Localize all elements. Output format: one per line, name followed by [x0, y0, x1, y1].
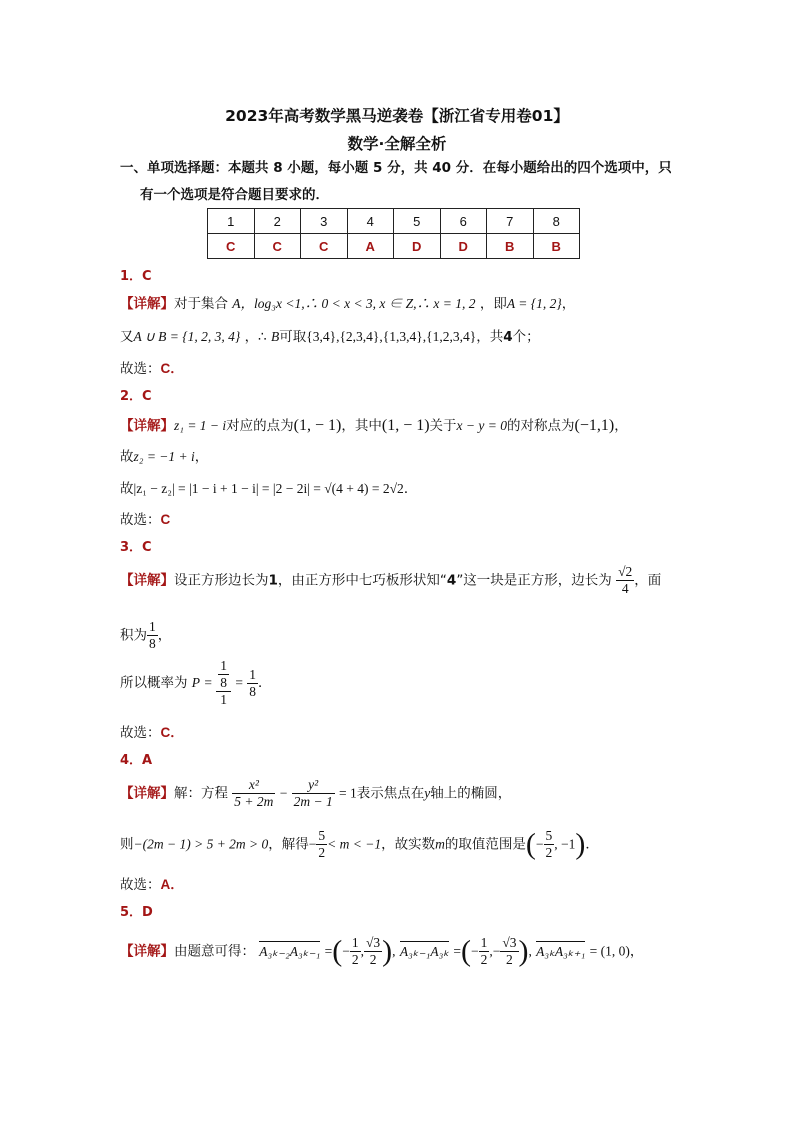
fraction-numerator: 5 [545, 828, 553, 843]
fraction-numerator: x² [232, 777, 275, 794]
q2-text: ， [194, 449, 209, 465]
answer-cell: D [394, 234, 441, 259]
answer-cell: D [440, 234, 487, 259]
q3-math: = [235, 675, 243, 690]
fraction-denominator: 2 [369, 952, 377, 967]
fraction-numerator [216, 658, 231, 692]
q1-choose [120, 357, 184, 377]
fraction-numerator: 1 [351, 935, 359, 950]
choose-label: 故选： [120, 725, 161, 741]
q4-math: = 1 [339, 785, 357, 801]
q4-math: − [279, 785, 288, 801]
q3-text: 所以概率为 [120, 675, 188, 691]
q1-heading: 1．C [120, 269, 152, 284]
q2-heading: 2．C [120, 389, 152, 404]
q5-fraction [479, 935, 490, 968]
question-number-cell: 1 [208, 209, 255, 234]
q4-fraction [544, 828, 555, 861]
q2-choose-value: C [160, 512, 171, 527]
q2-text: 对应的点为 [226, 418, 294, 434]
answer-cell: C [208, 234, 255, 259]
q2-math: z₁ = 1 − i [174, 418, 227, 433]
fraction-numerator: √3 [365, 935, 381, 950]
question-number-cell: 7 [487, 209, 534, 234]
q4-text: 解：方程 [174, 785, 228, 802]
q1-line1 [120, 292, 575, 312]
q1-math: {3,4},{2,3,4},{1,3,4},{1,2,3,4} [306, 329, 477, 344]
question-number-cell: 3 [301, 209, 348, 234]
q4-text: 轴上的椭圆， [430, 785, 512, 802]
paren-open: ( [525, 827, 536, 861]
q1-text: ，共 [476, 329, 504, 345]
q4-math: m [435, 836, 445, 852]
q2-text: ， [614, 418, 628, 434]
q4-text: 表示焦点在 [356, 785, 425, 802]
q4-text: ，故实数 [381, 836, 436, 853]
q5-math: = [453, 943, 461, 959]
q1-text: ， [561, 296, 576, 312]
q2-text: ． [403, 481, 418, 497]
q5-math: = (1, 0) [589, 943, 630, 959]
q2-math: |z₁ − z₂| = |1 − i + 1 − i| = |2 − 2i| = √(4 + 4) = 2√2 [133, 481, 404, 496]
q4-line1 [120, 777, 511, 810]
q4-math: < m < −1 [327, 836, 382, 852]
q2-line1 [120, 414, 628, 435]
q5-math: = [324, 943, 333, 959]
q2-text: 的对称点为 [507, 418, 575, 434]
q1-line2 [120, 325, 540, 345]
q4-text: ，解得 [268, 836, 309, 853]
q3-result-fraction [247, 667, 258, 700]
q3-math: P [191, 675, 201, 690]
answer-cell: C [301, 234, 348, 259]
q1-text: 又 [120, 329, 134, 345]
q3-fraction [147, 619, 158, 652]
q5-math: − [492, 943, 501, 959]
fraction-denominator: 5 + 2m [234, 794, 274, 809]
q4-text: 则 [120, 836, 134, 853]
fraction-denominator: 2 [480, 952, 488, 967]
fraction-numerator: 5 [318, 828, 326, 843]
q5-heading: 5．D [120, 905, 153, 920]
q4-choose [120, 873, 184, 893]
q3-line3 [120, 658, 271, 708]
q1-math: A，log₃x <1,∴ 0 < x < 3, x ∈ Z,∴ x = 1, 2 [232, 296, 476, 311]
fraction-denominator: 2 [545, 845, 553, 860]
q5-vector: A₃ₖA₃ₖ₊₁ [536, 943, 586, 959]
answer-cell: A [347, 234, 394, 259]
fraction-numerator: y² [292, 777, 335, 794]
question-number-cell: 8 [533, 209, 580, 234]
fraction-denominator: 4 [621, 581, 629, 596]
q4-math: , −1 [554, 836, 576, 852]
q4-choose-value: A． [160, 877, 184, 892]
detail-label: 【详解】 [120, 572, 174, 589]
fraction-denominator: 2 [506, 952, 513, 967]
choose-label: 故选： [120, 361, 161, 377]
detail-label: 【详解】 [120, 785, 174, 802]
q1-text: 对于集合 [174, 296, 228, 312]
question-number-cell: 4 [347, 209, 394, 234]
q4-math: y [424, 785, 431, 801]
fraction-denominator: 2 [351, 952, 359, 967]
q1-text: 个； [512, 329, 540, 345]
fraction-denominator: 2m − 1 [293, 794, 333, 809]
q3-text: ”这一块是正方形，边长为 [456, 572, 612, 589]
fraction-numerator: √2 [618, 564, 633, 579]
q1-text: ，∴ [244, 329, 267, 345]
q3-heading: 3．C [120, 540, 152, 555]
q3-line2 [120, 619, 171, 652]
q4-math: − [535, 836, 544, 852]
q5-fraction [364, 935, 382, 968]
detail-label: 【详解】 [120, 418, 174, 434]
q4-text: ． [585, 836, 599, 853]
q3-text: 4 [446, 572, 457, 589]
question-number-cell: 2 [254, 209, 301, 234]
q5-fraction [500, 935, 518, 968]
fraction-numerator: 1 [220, 658, 228, 673]
q4-fraction [232, 777, 275, 810]
q2-math: x − y = 0 [456, 418, 508, 433]
q1-math: B [270, 329, 280, 344]
q1-count: 4 [503, 329, 513, 345]
section-intro-line2: 有一个选项是符合题目要求的． [140, 187, 329, 203]
fraction-numerator: 1 [480, 935, 488, 950]
q5-math: − [342, 943, 350, 959]
q2-math: (1, − 1) [381, 417, 430, 434]
q4-math: −(2m − 1) > 5 + 2m > 0 [133, 836, 269, 852]
fraction-numerator: 1 [149, 619, 156, 634]
fraction-denominator: 8 [220, 675, 228, 690]
answer-cell: C [254, 234, 301, 259]
q2-math: (1, − 1) [293, 417, 342, 434]
q3-compound-fraction [216, 658, 231, 708]
q1-text: ，即 [479, 296, 507, 312]
answer-table-answer-row [208, 234, 580, 259]
fraction-denominator: 8 [149, 636, 156, 651]
q1-text: 可取 [279, 329, 307, 345]
q3-text: ， [157, 627, 172, 644]
choose-label: 故选： [120, 512, 161, 528]
q2-text: 故 [120, 481, 134, 497]
paren-close: ) [575, 827, 586, 861]
question-number-cell: 5 [394, 209, 441, 234]
q3-text: ． [257, 675, 272, 691]
q3-text: 设正方形边长为 [174, 572, 269, 589]
q4-fraction [292, 777, 335, 810]
q3-inner-fraction [218, 658, 229, 691]
fraction-denominator: 8 [249, 683, 256, 699]
detail-label: 【详解】 [120, 943, 174, 960]
detail-label: 【详解】 [120, 296, 174, 312]
paren-close: ) [382, 934, 393, 968]
answer-cell: B [487, 234, 534, 259]
q2-text: ，其中 [341, 418, 382, 434]
q3-math: = [204, 675, 212, 690]
q2-line2 [120, 445, 208, 465]
q2-choose [120, 508, 170, 528]
q5-text: ， [629, 943, 644, 960]
section-intro-line1: 一、单项选择题：本题共 8 小题，每小题 5 分，共 40 分．在每小题给出的四个选项中，只 [120, 160, 672, 176]
question-number-cell: 6 [440, 209, 487, 234]
q3-text: 1 [268, 572, 278, 589]
answer-table-header-row [208, 209, 580, 234]
page-subtitle: 数学·全解全析 [347, 135, 447, 153]
fraction-numerator: 1 [249, 666, 256, 682]
q4-fraction [316, 828, 327, 861]
q5-vector: A₃ₖ₋₁A₃ₖ [399, 943, 450, 959]
choose-label: 故选： [120, 877, 161, 893]
q3-choose [120, 721, 184, 741]
q1-math: A = {1, 2} [506, 296, 562, 311]
q1-math: A ∪ B = {1, 2, 3, 4} [133, 329, 241, 344]
q5-fraction [350, 935, 361, 968]
answer-table [207, 208, 580, 259]
q5-math: − [470, 943, 479, 959]
q2-text: 故 [120, 449, 134, 465]
q3-fraction [616, 564, 634, 597]
q3-text: ，面 [634, 572, 662, 589]
q2-math: z₂ = −1 + i [133, 449, 195, 464]
q4-heading: 4．A [120, 753, 153, 768]
q3-line1 [120, 564, 661, 597]
fraction-denominator: 2 [318, 845, 326, 860]
q2-math: (−1,1) [574, 417, 615, 434]
q5-vector: A₃ₖ₋₂A₃ₖ₋₁ [259, 943, 321, 959]
q2-line3 [120, 477, 417, 497]
answer-cell: B [533, 234, 580, 259]
fraction-denominator: 1 [220, 692, 228, 707]
paren-close: ) [518, 934, 529, 968]
fraction-numerator: √3 [502, 935, 517, 950]
q4-math: − [308, 836, 317, 852]
q3-choose-value: C． [160, 725, 184, 740]
q4-text: 的取值范围是 [444, 836, 526, 853]
q5-line1: 【详解】由题意可得： A₃ₖ₋₂A₃ₖ₋₁ =(− $\frac{1}{2}$ , $\frac{√3}{2}$ ), A₃ₖ₋₁A₃ₖ =(− $\frac{1}{2}$ ,− $\frac{√3}{2}$ ), A₃ₖA₃ₖ₊₁ = (1, 0)， [120, 934, 644, 968]
paren-open: ( [332, 934, 343, 968]
q3-text: 积为 [120, 627, 147, 644]
paren-open: ( [460, 934, 471, 968]
q1-choose-value: C． [160, 361, 184, 376]
q4-line2 [120, 828, 599, 861]
q5-text: 由题意可得： [174, 943, 255, 960]
q3-text: ，由正方形中七巧板形状知“ [277, 572, 447, 589]
page-title: 2023年高考数学黑马逆袭卷【浙江省专用卷01】 [225, 107, 569, 125]
q2-text: 关于 [429, 418, 457, 434]
